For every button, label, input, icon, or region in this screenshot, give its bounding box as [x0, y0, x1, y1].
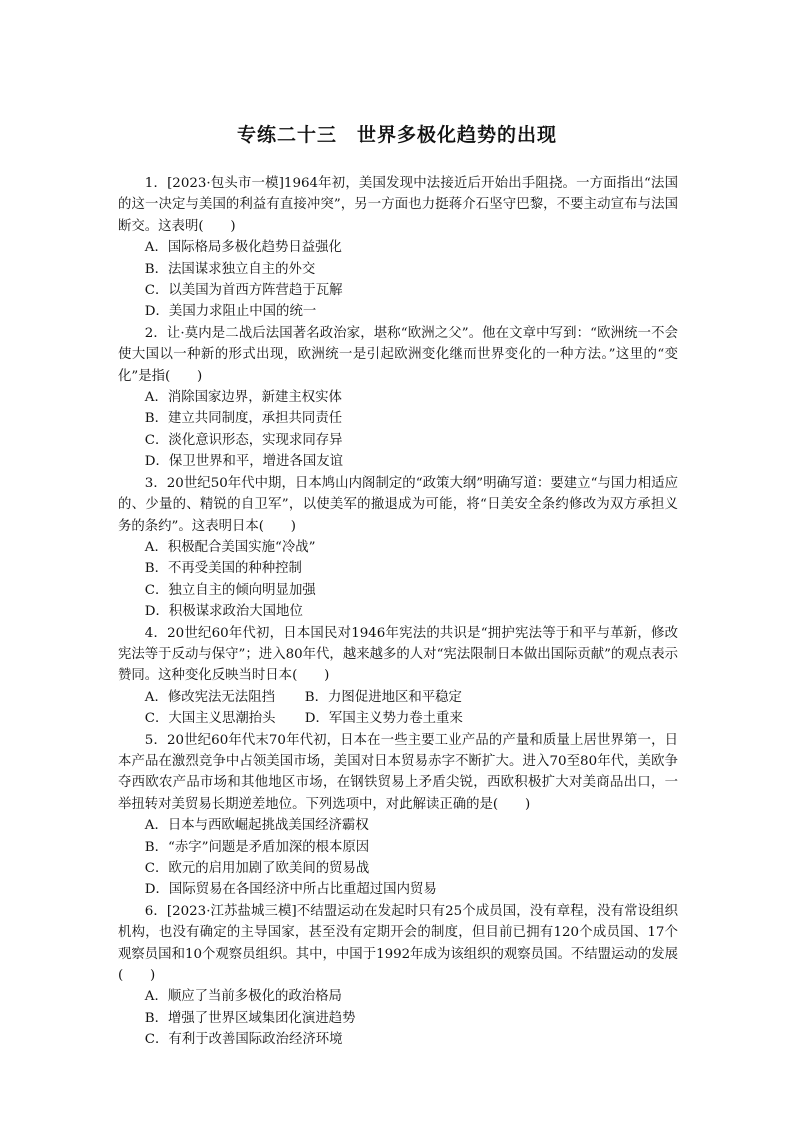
option: D．军国主义势力卷土重来: [304, 711, 463, 727]
option: B．“赤字”问题是矛盾加深的根本原因: [144, 839, 370, 855]
option: B．法国谋求独立自主的外交: [144, 261, 316, 277]
option: D．保卫世界和平，增进各国友谊: [144, 454, 344, 470]
option: C．以美国为首西方阵营趋于瓦解: [144, 283, 343, 299]
question-stem: 6．[2023·江苏盐城三模]不结盟运动在发起时只有25个成员国，没有章程，没有常设组织机构，也没有确定的主导国家，甚至没有定期开会的制度，但目前已拥有120个成员国、17个观察员国和10个观察员组织。其中，中国于1992年成为该组织的观察员国。不结盟运动的发展( ): [118, 903, 678, 984]
question-stem: 4．20世纪60年代初，日本国民对1946年宪法的共识是“拥护宪法等于和平与革新，修改宪法等于反动与保守”；进入80年代，越来越多的人对“宪法限制日本做出国际贡献”的观点表示赞同。这种变化反映当时日本( ): [118, 625, 678, 684]
option: C．大国主义思潮抬头: [144, 711, 276, 727]
option: B．增强了世界区域集团化演进趋势: [144, 1010, 356, 1026]
option: C．淡化意识形态，实现求同存异: [144, 432, 343, 448]
question-stem: 1．[2023·包头市一模]1964年初，美国发现中法接近后开始出手阻挠。一方面指出“法国的这一决定与美国的利益有直接冲突”，另一方面也力挺蒋介石坚守巴黎，不要主动宣布与法国断交。这表明( ): [118, 176, 678, 234]
option: A．修改宪法无法阻挡: [144, 689, 275, 705]
option: A．日本与西欧崛起挑战美国经济霸权: [144, 818, 369, 834]
option: D．美国力求阻止中国的统一: [144, 304, 317, 320]
option: D．国际贸易在各国经济中所占比重超过国内贸易: [144, 882, 437, 898]
question-stem: 2．让·莫内是二战后法国著名政治家，堪称“欧洲之父”。他在文章中写到：“欧洲统一不会使大国以一种新的形式出现，欧洲统一是引起欧洲变化继而世界变化的一种方法。”这里的“变化”是指( ): [118, 325, 678, 384]
question: [118, 473, 678, 623]
question: [118, 623, 678, 730]
option: A．消除国家边界，新建主权实体: [144, 390, 342, 406]
option: B．不再受美国的种种控制: [144, 561, 302, 577]
option: C．欧元的启用加剧了欧美间的贸易战: [144, 861, 370, 876]
question: [118, 730, 678, 901]
question-stem: 3．20世纪50年代中期，日本鸠山内阁制定的“政策大纲”明确写道：要建立“与国力相适应的、少量的、精锐的自卫军”，以使美军的撤退成为可能，将“日美安全条约修改为双方承担义务的条约”。这表明日本( ): [118, 475, 678, 534]
option: A．国际格局多极化趋势日益强化: [144, 240, 342, 256]
question-stem: 5．20世纪60年代末70年代初，日本在一些主要工业产品的产量和质量上居世界第一，日本产品在激烈竞争中占领美国市场，美国对日本贸易赤字不断扩大。进入70至80年代，美欧争夺西欧农产品市场和其他地区市场，在钢铁贸易上矛盾尖锐，西欧积极扩大对美商品出口，一举扭转对美贸易长期逆差地位。下列选项中，对此解读正确的是( ): [118, 732, 678, 812]
option: C．独立自主的倾向明显加强: [144, 582, 316, 598]
option-row: [118, 708, 678, 729]
question-list: [118, 173, 678, 1051]
option: C．有利于改善国际政治经济环境: [144, 1032, 343, 1048]
page-title: 专练二十三 世界多极化趋势的出现: [236, 124, 557, 146]
option: A．顺应了当前多极化的政治格局: [144, 989, 342, 1005]
option: A．积极配合美国实施“冷战”: [144, 539, 316, 555]
option: B．力图促进地区和平稳定: [304, 689, 462, 705]
question: [118, 901, 678, 1051]
option: D．积极谋求政治大国地位: [144, 604, 303, 620]
option: B．建立共同制度，承担共同责任: [144, 411, 343, 427]
question: [118, 323, 678, 473]
question: [118, 173, 678, 323]
option-row: [118, 687, 678, 708]
